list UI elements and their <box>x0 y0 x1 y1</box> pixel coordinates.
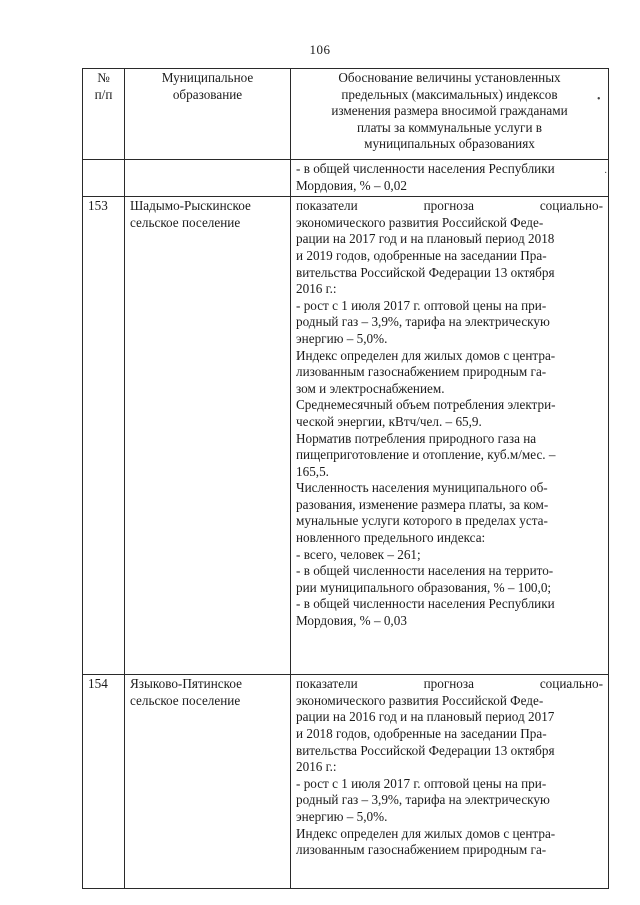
header-justification-line: изменения размера вносимой гражданами <box>331 103 568 119</box>
justification-line: лизованным газоснабжением природным га- <box>296 842 547 858</box>
justification-line: Индекс определен для жилых домов с центра- <box>296 825 556 841</box>
justification-line: Среднемесячный объем потребления электри- <box>296 397 556 413</box>
justification-line: рации на 2017 год и на плановый период 2018 <box>296 231 555 247</box>
municipality-name <box>125 197 291 675</box>
header-municipality-line: Муниципальное <box>161 70 254 85</box>
header-justification-line: платы за коммунальные услуги в <box>356 119 543 135</box>
justification-line: 2016 г.: <box>296 759 337 775</box>
justification-line: - всего, человек – 261; <box>296 546 421 562</box>
justification-line: зом и электроснабжением. <box>296 380 445 396</box>
justification-line: - рост с 1 июля 2017 г. оптовой цены на при- <box>296 297 547 313</box>
municipality-name <box>125 675 291 889</box>
justification-text <box>291 197 609 675</box>
justification-line: - в общей численности населения Республики <box>296 596 555 612</box>
table-row <box>83 197 609 675</box>
justification-line: Индекс определен для жилых домов с центра- <box>296 347 556 363</box>
justification-line: родный газ – 3,9%, тарифа на электрическую <box>296 314 550 330</box>
header-justification-line: муниципальных образованиях <box>364 136 535 152</box>
justification-line: рации на 2016 год и на плановый период 2017 <box>296 709 555 725</box>
header-municipality-line: образование <box>172 86 243 102</box>
header-num <box>83 69 125 160</box>
header-num-line: № <box>97 70 110 85</box>
justification-line: рии муниципального образования, % – 100,0; <box>296 579 552 595</box>
indices-table <box>82 68 609 889</box>
row-number: 153 <box>83 197 125 675</box>
header-justification-line: предельных (максимальных) индексов <box>341 86 558 102</box>
municipality-line: Языково-Пятинское <box>130 676 242 692</box>
header-num-line: п/п <box>94 86 113 102</box>
justification-line: лизованным газоснабжением природным га- <box>296 364 547 380</box>
table-header-row <box>83 69 609 160</box>
header-justification-line: Обоснование величины установленных <box>338 70 561 85</box>
continuation-num-cell <box>83 160 125 197</box>
scan-speck-mark: • <box>597 94 601 105</box>
header-municipality <box>125 69 291 160</box>
justification-line: энергию – 5,0%. <box>296 808 388 824</box>
justification-line: новленного предельного индекса: <box>296 530 486 546</box>
justification-line: - рост с 1 июля 2017 г. оптовой цены на при- <box>296 775 547 791</box>
continuation-municipality-cell <box>125 160 291 197</box>
justification-line: ческой энергии, кВтч/чел. – 65,9. <box>296 413 482 429</box>
justification-line: Мордовия, % – 0,03 <box>296 613 407 629</box>
municipality-line: Шадымо-Рыскинское <box>130 198 251 214</box>
justification-line: 165,5. <box>296 463 329 479</box>
justification-line: показатели прогноза социально- <box>296 198 603 214</box>
row-number: 154 <box>83 675 125 889</box>
justification-line: родный газ – 3,9%, тарифа на электрическую <box>296 792 550 808</box>
municipality-line: сельское поселение <box>130 692 241 708</box>
justification-line: экономического развития Российской Феде- <box>296 692 544 708</box>
justification-line: Норматив потребления природного газа на <box>296 430 537 446</box>
header-justification <box>291 69 609 160</box>
justification-line: Численность населения муниципального об- <box>296 480 548 496</box>
justification-line: разования, изменение размера платы, за ком- <box>296 496 549 512</box>
continuation-justification-cell <box>291 160 609 197</box>
scan-speck-mark: · <box>604 168 608 179</box>
justification-text <box>291 675 609 889</box>
justification-line: 2016 г.: <box>296 281 337 297</box>
justification-line: и 2018 годов, одобренные на заседании Пра- <box>296 725 547 741</box>
municipality-line: сельское поселение <box>130 214 241 230</box>
justification-line: и 2019 годов, одобренные на заседании Пра- <box>296 247 547 263</box>
justification-line: вительства Российской Федерации 13 октября <box>296 264 555 280</box>
justification-line: энергию – 5,0%. <box>296 330 388 346</box>
justification-line: показатели прогноза социально- <box>296 676 603 692</box>
justification-line: - в общей численности населения на террито- <box>296 563 554 579</box>
justification-line: пищеприготовление и отопление, куб.м/мес. – <box>296 447 556 463</box>
justification-line: Мордовия, % – 0,02 <box>296 177 407 193</box>
justification-line: - в общей численности населения Республики <box>296 161 555 176</box>
justification-line: вительства Российской Федерации 13 октября <box>296 742 555 758</box>
table-row-continuation <box>83 160 609 197</box>
table-row <box>83 675 609 889</box>
page-number: 106 <box>309 42 331 57</box>
justification-line: мунальные услуги которого в пределах уста- <box>296 513 548 529</box>
justification-line: экономического развития Российской Феде- <box>296 214 544 230</box>
